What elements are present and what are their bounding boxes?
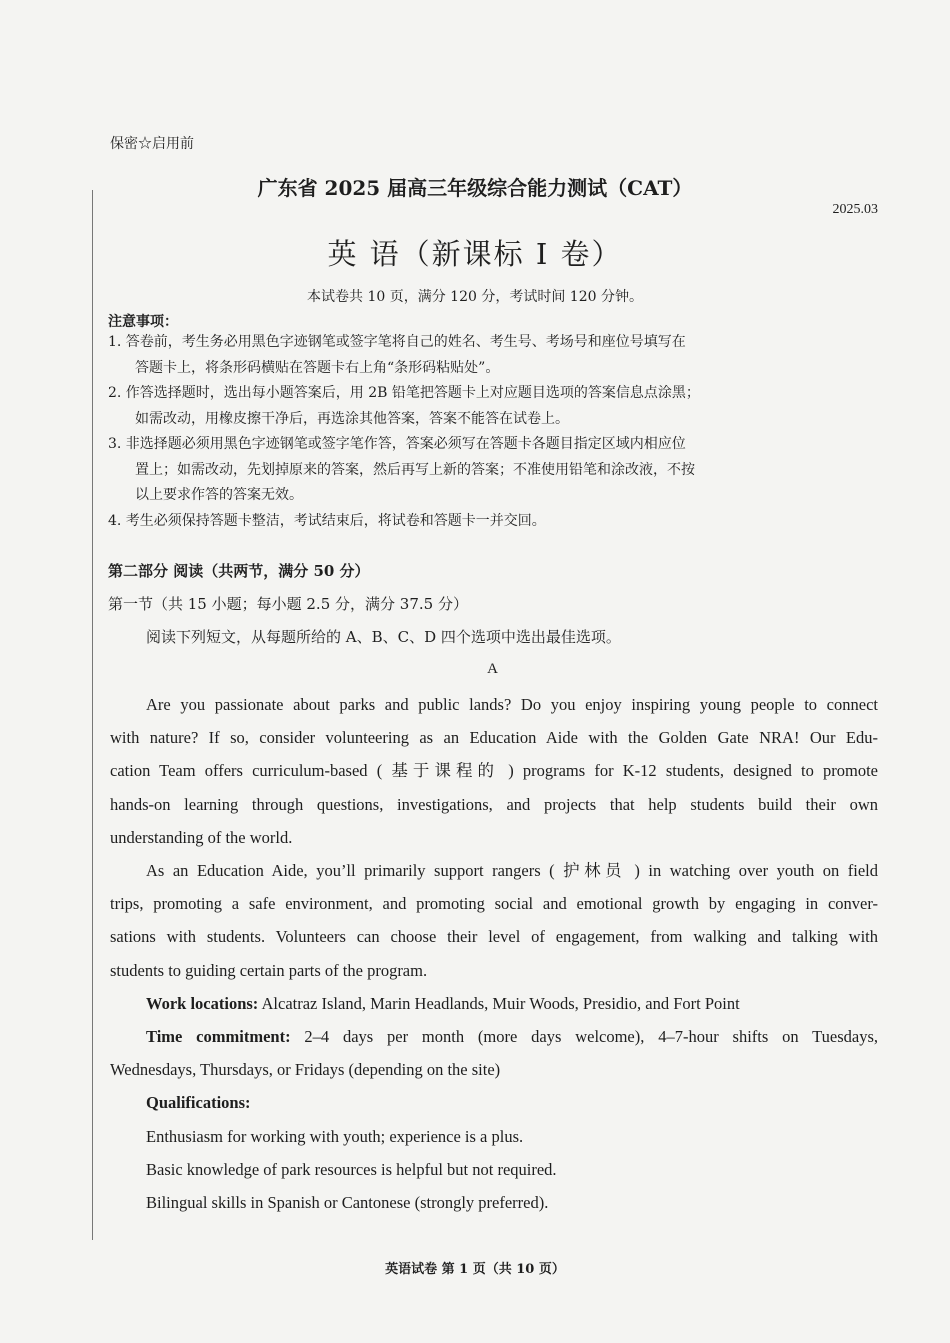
notice-list: [108, 330, 878, 534]
notice-line: 3. 非选择题必须用黑色字迹钢笔或签字笔作答，答案必须写在答题卡各题目指定区域内相应位: [108, 436, 686, 452]
time-commitment-line2: Wednesdays, Thursdays, or Fridays (depending on the site): [110, 1060, 501, 1080]
qualifications-label: Qualifications:: [146, 1093, 251, 1113]
subsection-heading: 第一节（共 15 小题；每小题 2.5 分，满分 37.5 分）: [108, 595, 468, 613]
passage-line: understanding of the world.: [110, 827, 293, 847]
work-locations-label: Work locations:: [146, 993, 259, 1013]
passage-line: cation Team offers curriculum-based ( 基于课程的 ) programs for K-12 students, designed to promote: [110, 761, 878, 781]
time-commitment-text: 2–4 days per month (more days welcome), 4–7-hour shifts on Tuesdays,: [290, 1027, 878, 1047]
qualifications-heading: [110, 1086, 878, 1119]
passage-line: sations with students. Volunteers can choose their level of engagement, from walking and talking with: [110, 927, 878, 947]
exam-date: 2025.03: [832, 202, 878, 217]
qualification-item: Bilingual skills in Spanish or Cantonese (strongly preferred).: [146, 1193, 549, 1213]
time-commitment-label: Time commitment:: [146, 1027, 291, 1047]
notice-line: 2. 作答选择题时，选出每小题答案后，用 2B 铅笔把答题卡上对应题目选项的答案信息点涂黑；: [108, 385, 700, 401]
passage-line: Are you passionate about parks and public lands? Do you enjoy inspiring young people to connect: [146, 695, 878, 714]
passage-body: [110, 688, 878, 1219]
exam-title: 广东省 2025 届高三年级综合能力测试（CAT）: [257, 176, 693, 200]
notice-line: 置上；如需改动，先划掉原来的答案，然后再写上新的答案；不准使用铅笔和涂改液，不按: [135, 461, 695, 478]
page-footer: 英语试卷 第 1 页（共 10 页）: [385, 1262, 565, 1277]
confidential-label: 保密☆启用前: [110, 136, 194, 152]
part-heading: 第二部分 阅读（共两节，满分 50 分）: [108, 562, 370, 580]
work-locations-text: Alcatraz Island, Marin Headlands, Muir Woods, Presidio, and Fort Point: [258, 993, 740, 1013]
instruction: 阅读下列短文，从每题所给的 A、B、C、D 四个选项中选出最佳选项。: [146, 628, 621, 646]
notice-line: 以上要求作答的答案无效。: [135, 487, 303, 503]
margin-line: [92, 190, 93, 1240]
passage-line: students to guiding certain parts of the program.: [110, 960, 428, 980]
notice-line: 1. 答卷前，考生务必用黑色字迹钢笔或签字笔将自己的姓名、考生号、考场号和座位号填写在: [108, 334, 686, 350]
qualification-item: Basic knowledge of park resources is helpful but not required.: [146, 1159, 557, 1179]
subject-title: 英 语（新课标 Ⅰ 卷）: [327, 237, 623, 271]
notice-line: 4. 考生必须保持答题卡整洁，考试结束后，将试卷和答题卡一并交回。: [108, 512, 546, 529]
passage-line: hands-on learning through questions, investigations, and projects that help students build their own: [110, 794, 878, 814]
time-commitment: [110, 1020, 878, 1053]
passage-label: A: [487, 661, 498, 677]
notice-line: 如需改动，用橡皮擦干净后，再选涂其他答案，答案不能答在试卷上。: [135, 410, 569, 427]
exam-info: 本试卷共 10 页，满分 120 分，考试时间 120 分钟。: [307, 289, 643, 305]
qualification-item: Enthusiasm for working with youth; experience is a plus.: [146, 1126, 524, 1146]
passage-line: trips, promoting a safe environment, and promoting social and emotional growth by engaging in conver-: [110, 894, 878, 914]
notice-line: 答题卡上，将条形码横贴在答题卡右上角“条形码粘贴处”。: [135, 359, 500, 376]
work-locations: [110, 987, 878, 1020]
passage-line: with nature? If so, consider volunteering as an Education Aide with the Golden Gate NRA! Our Edu-: [110, 728, 878, 748]
notice-heading: 注意事项：: [108, 314, 178, 330]
passage-line: As an Education Aide, you’ll primarily support rangers ( 护林员 ) in watching over youth on field: [146, 861, 878, 881]
